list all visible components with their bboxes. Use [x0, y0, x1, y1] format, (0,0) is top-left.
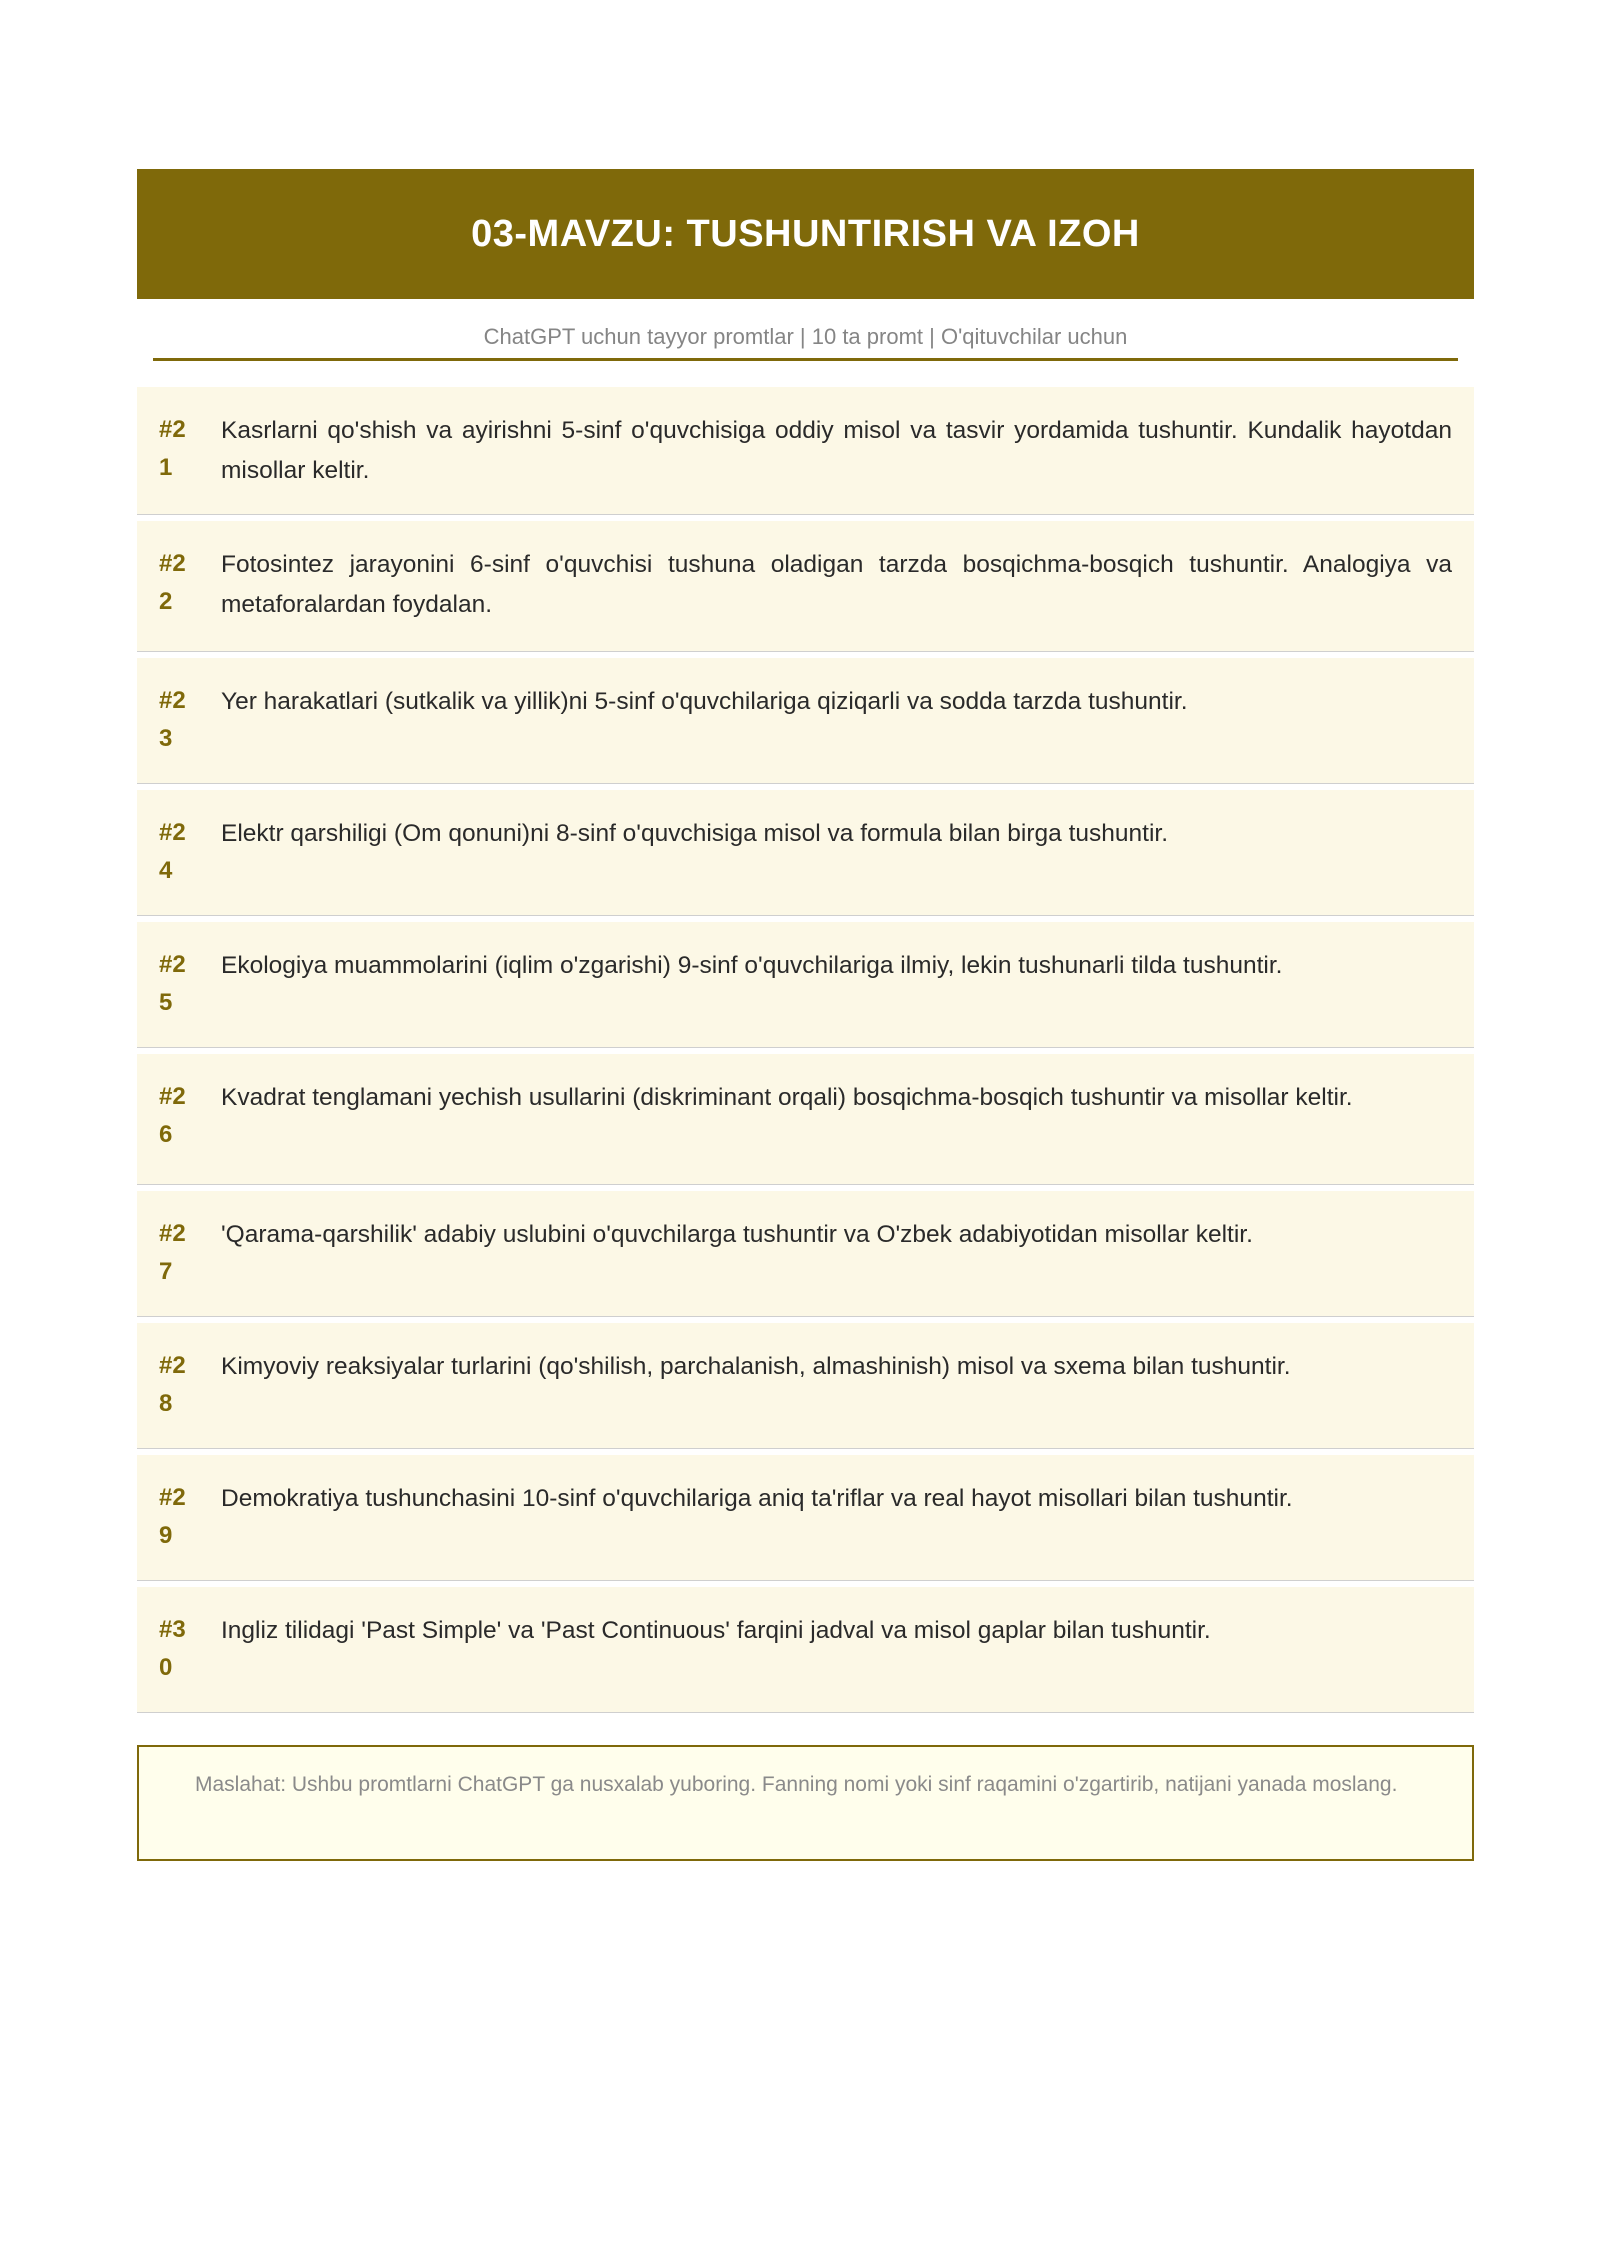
prompt-number: #30 — [159, 1616, 186, 1681]
page-title: 03-MAVZU: TUSHUNTIRISH VA IZOH — [471, 212, 1140, 255]
tip-text: Maslahat: Ushbu promtlarni ChatGPT ga nusxalab yuboring. Fanning nomi yoki sinf raqamini o'zgartirib, natijani yanada moslang. — [195, 1773, 1398, 1796]
prompt-item-23 — [137, 658, 1474, 784]
tip-box — [137, 1745, 1474, 1861]
prompt-text: Demokratiya tushunchasini 10-sinf o'quvchilariga aniq ta'riflar va real hayot misollari bilan tushuntir. — [221, 1485, 1293, 1512]
prompt-number: #29 — [159, 1484, 186, 1549]
prompt-text: Ingliz tilidagi 'Past Simple' va 'Past Continuous' farqini jadval va misol gaplar bilan tushuntir. — [221, 1617, 1211, 1644]
prompt-number: #28 — [159, 1352, 186, 1417]
prompt-text: 'Qarama-qarshilik' adabiy uslubini o'quvchilarga tushuntir va O'zbek adabiyotidan misollar keltir. — [221, 1221, 1253, 1248]
prompt-item-22 — [137, 521, 1474, 652]
prompt-item-29 — [137, 1455, 1474, 1581]
prompt-number: #24 — [159, 819, 186, 884]
prompt-number: #23 — [159, 687, 186, 752]
prompt-text: Elektr qarshiligi (Om qonuni)ni 8-sinf o'quvchisiga misol va formula bilan birga tushuntir. — [221, 820, 1168, 847]
prompt-number: #21 — [159, 416, 186, 481]
prompt-text: Fotosintez jarayonini 6-sinf o'quvchisi tushuna oladigan tarzda bosqichma-bosqich tushuntir. Analogiya va metaforalardan foydalan. — [221, 551, 1452, 618]
prompt-text: Kimyoviy reaksiyalar turlarini (qo'shilish, parchalanish, almashinish) misol va sxema bilan tushuntir. — [221, 1353, 1291, 1380]
header-banner — [137, 169, 1474, 299]
prompt-item-21 — [137, 387, 1474, 515]
prompt-number: #26 — [159, 1083, 186, 1148]
prompt-text: Kasrlarni qo'shish va ayirishni 5-sinf o'quvchisiga oddiy misol va tasvir yordamida tushuntir. Kundalik hayotdan misollar keltir. — [221, 417, 1452, 484]
page-subtitle: ChatGPT uchun tayyor promtlar | 10 ta promt | O'qituvchilar uchun — [483, 324, 1128, 349]
prompt-item-27 — [137, 1191, 1474, 1317]
prompt-item-25 — [137, 922, 1474, 1048]
subtitle-divider — [153, 358, 1458, 361]
prompt-list — [137, 387, 1474, 1713]
prompt-number: #25 — [159, 951, 186, 1016]
prompt-text: Yer harakatlari (sutkalik va yillik)ni 5-sinf o'quvchilariga qiziqarli va sodda tarzda tushuntir. — [221, 688, 1188, 715]
document-page — [137, 169, 1474, 1861]
prompt-text: Ekologiya muammolarini (iqlim o'zgarishi) 9-sinf o'quvchilariga ilmiy, lekin tushunarli tilda tushuntir. — [221, 952, 1283, 979]
prompt-item-24 — [137, 790, 1474, 916]
prompt-item-26 — [137, 1054, 1474, 1185]
prompt-number: #27 — [159, 1220, 186, 1285]
prompt-number: #22 — [159, 550, 186, 615]
prompt-item-28 — [137, 1323, 1474, 1449]
prompt-text: Kvadrat tenglamani yechish usullarini (diskriminant orqali) bosqichma-bosqich tushuntir va misollar keltir. — [221, 1084, 1353, 1111]
prompt-item-30 — [137, 1587, 1474, 1713]
